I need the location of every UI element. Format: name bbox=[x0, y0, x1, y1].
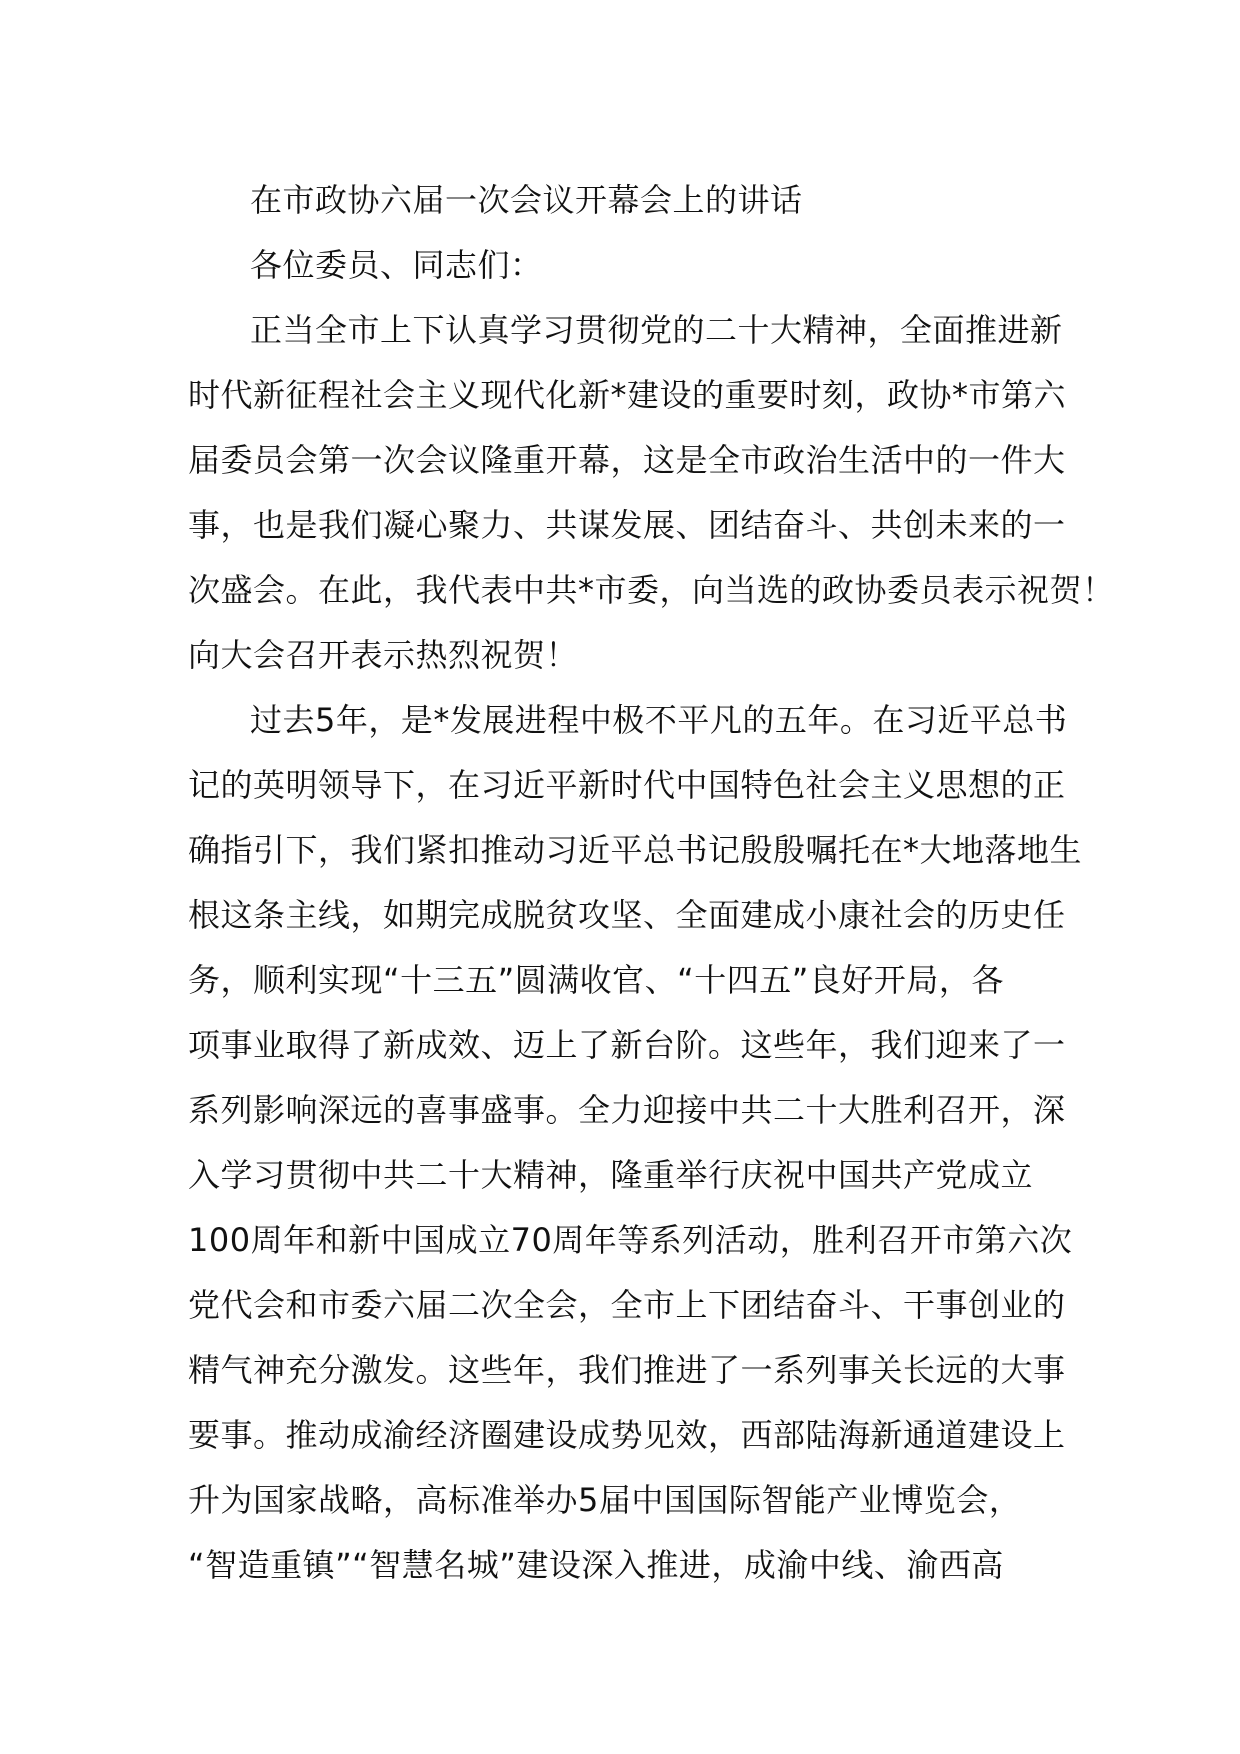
paragraph-line: 要事。推动成渝经济圈建设成势见效，西部陆海新通道建设上 bbox=[188, 1416, 1066, 1454]
paragraph-line: 项事业取得了新成效、迈上了新台阶。这些年，我们迎来了一 bbox=[188, 1026, 1066, 1064]
paragraph-2 bbox=[188, 688, 1083, 1598]
paragraph-line: “智造重镇”“智慧名城”建设深入推进，成渝中线、渝西高 bbox=[188, 1546, 1004, 1584]
paragraph-line: 过去5年，是*发展进程中极不平凡的五年。在习近平总书 bbox=[250, 701, 1068, 739]
salutation: 各位委员、同志们： bbox=[250, 246, 543, 284]
paragraph-line: 党代会和市委六届二次全会，全市上下团结奋斗、干事创业的 bbox=[188, 1286, 1066, 1324]
paragraph-line: 事，也是我们凝心聚力、共谋发展、团结奋斗、共创未来的一 bbox=[188, 506, 1066, 544]
paragraph-line: 记的英明领导下，在习近平新时代中国特色社会主义思想的正 bbox=[188, 766, 1066, 804]
document-title: 在市政协六届一次会议开幕会上的讲话 bbox=[250, 181, 803, 219]
document-body bbox=[188, 168, 1115, 1598]
paragraph-line: 确指引下，我们紧扣推动习近平总书记殷殷嘱托在*大地落地生 bbox=[188, 831, 1083, 869]
paragraph-1 bbox=[188, 298, 1115, 688]
paragraph-line: 务，顺利实现“十三五”圆满收官、“十四五”良好开局，各 bbox=[188, 961, 1004, 999]
paragraph-line: 精气神充分激发。这些年，我们推进了一系列事关长远的大事 bbox=[188, 1351, 1066, 1389]
paragraph-line: 向大会召开表示热烈祝贺！ bbox=[188, 636, 579, 674]
paragraph-line: 届委员会第一次会议隆重开幕，这是全市政治生活中的一件大 bbox=[188, 441, 1066, 479]
paragraph-line: 时代新征程社会主义现代化新*建设的重要时刻，政协*市第六 bbox=[188, 376, 1067, 414]
paragraph-line: 入学习贯彻中共二十大精神，隆重举行庆祝中国共产党成立 bbox=[188, 1156, 1034, 1194]
paragraph-line: 升为国家战略，高标准举办5届中国国际智能产业博览会， bbox=[188, 1481, 1022, 1519]
paragraph-line: 次盛会。在此，我代表中共*市委，向当选的政协委员表示祝贺！ bbox=[188, 571, 1115, 609]
paragraph-line: 系列影响深远的喜事盛事。全力迎接中共二十大胜利召开，深 bbox=[188, 1091, 1066, 1129]
paragraph-line: 根这条主线，如期完成脱贫攻坚、全面建成小康社会的历史任 bbox=[188, 896, 1066, 934]
paragraph-line: 正当全市上下认真学习贯彻党的二十大精神，全面推进新 bbox=[250, 311, 1063, 349]
paragraph-line: 100周年和新中国成立70周年等系列活动，胜利召开市第六次 bbox=[188, 1221, 1073, 1259]
